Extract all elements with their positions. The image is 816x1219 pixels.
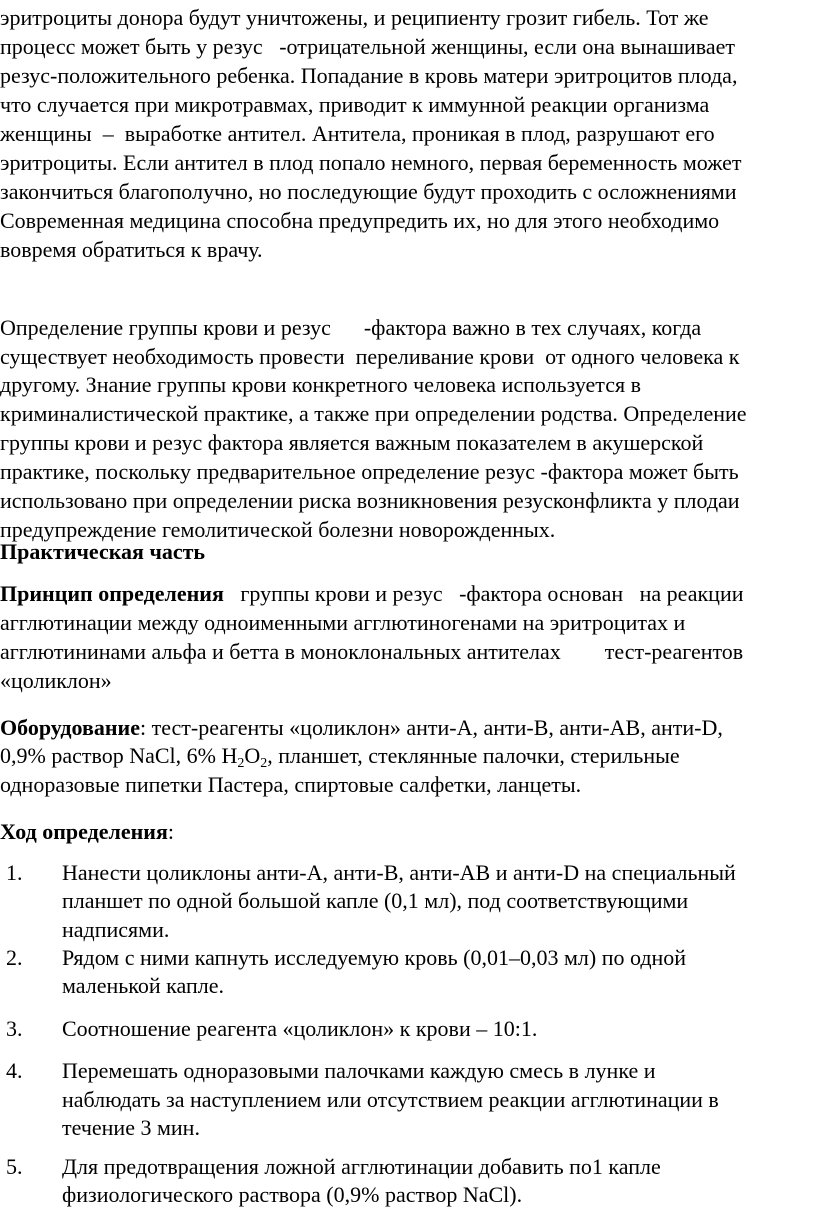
list-item-line: Нанести цоликлоны анти-A, анти-B, анти-AB и анти-D на специальный (62, 860, 736, 885)
text: агглютининами альфа и бетта в моноклональных антителах тест-реагентов (0, 639, 744, 664)
text: O (244, 743, 261, 768)
text-line (0, 92, 709, 118)
subscript: 2 (260, 756, 268, 771)
text: : (167, 819, 174, 844)
text-line (0, 459, 739, 485)
subscript: 2 (237, 756, 245, 771)
text: : тест-реагенты «цоликлон» анти-A, анти-B, анти-AB, анти-D, (139, 715, 723, 740)
text-line (0, 488, 740, 514)
text: 0,9% раствор NaCl, 6% H (0, 743, 238, 768)
list-item-line: течение 3 мин. (62, 1115, 200, 1140)
text: агглютинации между одноименными агглютиногенами на эритроцитах и (0, 610, 686, 635)
text-line (0, 401, 747, 427)
text-line (0, 610, 685, 636)
list-number: 4. (6, 1058, 23, 1083)
bold-text: Практическая часть (0, 539, 206, 564)
text: Современная медицина способна предупредить их, но для этого необходимо (0, 208, 720, 233)
text: резус-положительного ребенка. Попадание в кровь матери эритроцитов плода, (0, 63, 738, 88)
text: существует необходимость провести переливание крови от одного человека к (0, 344, 740, 369)
text-line (0, 63, 737, 89)
text: криминалистической практике, а также при определении родства. Определение (0, 401, 747, 426)
text-line (0, 668, 112, 694)
text: «цоликлон» (0, 668, 112, 693)
text: закончиться благополучно, но последующие будут проходить с осложнениями (0, 179, 737, 204)
list-item-line: Соотношение реагента «цоликлон» к крови – 10:1. (62, 1016, 538, 1041)
list-number: 2. (6, 945, 23, 970)
list-item-line: маленькой капле. (62, 973, 224, 998)
text: практике, поскольку предварительное определение резус -фактора может быть (0, 459, 739, 484)
text-line (0, 237, 263, 263)
list-item-line: надписями. (62, 917, 170, 942)
text: женщины – выработке антител. Антитела, проникая в плод, разрушают его (0, 121, 715, 146)
text: эритроциты. Если антител в плод попало немного, первая беременность может (0, 150, 742, 175)
text-line (0, 430, 703, 456)
text: группы крови и резус -фактора основан на реакции (223, 581, 744, 606)
text-line (0, 639, 743, 665)
text: что случается при микротравмах, приводит к иммунной реакции организма (0, 92, 710, 117)
text-line (0, 581, 744, 607)
text: предупреждение гемолитической болезни новорожденных. (0, 517, 556, 542)
list-number: 3. (6, 1016, 23, 1041)
text: группы крови и резус фактора является важным показателем в акушерской (0, 430, 704, 455)
list-item-line: Перемешать одноразовыми палочками каждую смесь в лунке и (62, 1058, 656, 1083)
text-line (0, 772, 581, 798)
text-line (0, 121, 715, 147)
text-line (0, 743, 680, 769)
bold-text: Ход определения (0, 819, 168, 844)
text: использовано при определении риска возникновения резусконфликта у плодаи (0, 488, 740, 513)
text-line (0, 5, 709, 31)
text: вовремя обратиться к врачу. (0, 237, 263, 262)
text-line (0, 150, 741, 176)
text-line (0, 715, 723, 741)
list-item-line: Для предотвращения ложной агглютинации добавить по1 капле (62, 1154, 661, 1179)
text-line (0, 208, 719, 234)
text: , планшет, стеклянные палочки, стерильные (267, 743, 680, 768)
bold-text: Принцип определения (0, 581, 224, 606)
text: Определение группы крови и резус -фактора важно в тех случаях, когда (0, 315, 702, 340)
text-line (0, 179, 737, 205)
list-number: 1. (6, 860, 23, 885)
text: другому. Знание группы крови конкретного человека используется в (0, 372, 641, 397)
text-line (0, 344, 739, 370)
text-line (0, 539, 205, 565)
list-number: 5. (6, 1154, 23, 1179)
text-line (0, 34, 735, 60)
text-line (0, 819, 174, 845)
text-line (0, 315, 701, 341)
list-item-line: наблюдать за наступлением или отсутствием реакции агглютинации в (62, 1087, 719, 1112)
list-item-line: планшет по одной большой капле (0,1 мл), под соответствующими (62, 888, 689, 913)
list-item-line: Рядом с ними капнуть исследуемую кровь (0,01–0,03 мл) по одной (62, 945, 687, 970)
text: эритроциты донора будут уничтожены, и реципиенту грозит гибель. Тот же (0, 5, 709, 30)
text: процесс может быть у резус -отрицательной женщины, если она вынашивает (0, 34, 736, 59)
text-line (0, 372, 641, 398)
list-item-line: физиологического раствора (0,9% раствор NaCl). (62, 1182, 523, 1207)
text: одноразовые пипетки Пастера, спиртовые салфетки, ланцеты. (0, 772, 582, 797)
bold-text: Оборудование (0, 715, 140, 740)
